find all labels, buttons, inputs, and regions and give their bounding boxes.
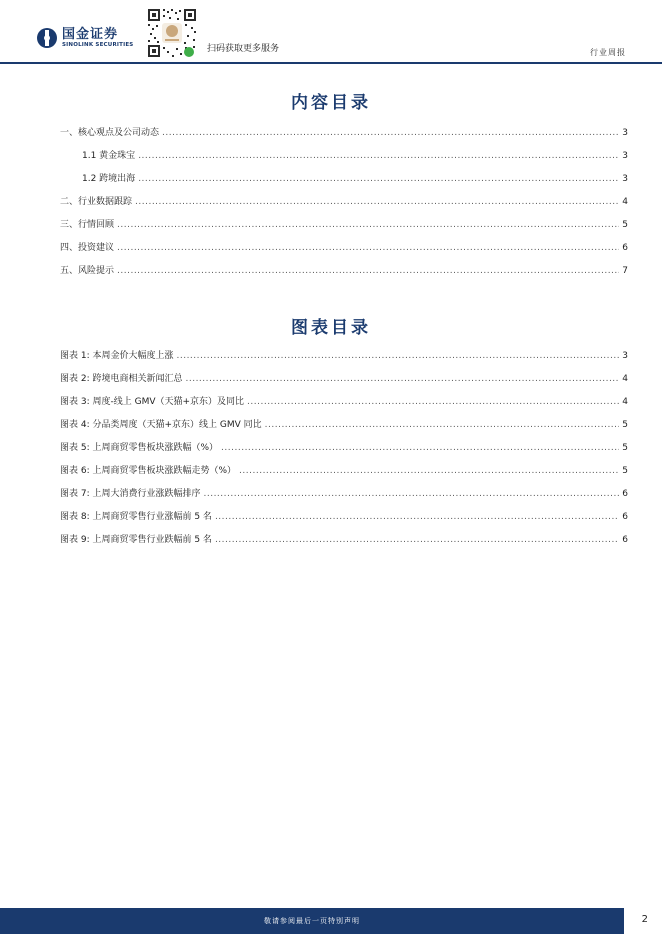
toc-leader-dots	[176, 351, 619, 361]
figure-item-label: 图表 7: 上周大消费行业涨跌幅排序	[60, 489, 201, 499]
toc-leader-dots	[185, 374, 619, 384]
figure-item-label: 图表 8: 上周商贸零售行业涨幅前 5 名	[60, 512, 212, 522]
toc-item[interactable]	[60, 217, 628, 240]
figure-item[interactable]	[60, 348, 628, 371]
figure-item-label: 图表 4: 分品类周度（天猫+京东）线上 GMV 同比	[60, 420, 262, 430]
figure-item[interactable]	[60, 463, 628, 486]
toc-item-label: 三、行情回顾	[60, 220, 115, 230]
toc-subitem[interactable]	[60, 148, 628, 171]
toc-item-page: 4	[622, 197, 628, 207]
logo-english-name: SINOLINK SECURITIES	[62, 41, 134, 48]
toc-item-page: 7	[622, 266, 628, 276]
figure-item-page: 4	[622, 374, 628, 384]
company-logo	[36, 27, 133, 49]
toc-item[interactable]	[60, 240, 628, 263]
figure-item-label: 图表 5: 上周商贸零售板块涨跌幅（%）	[60, 443, 219, 453]
toc-leader-dots	[117, 266, 619, 276]
sinolink-logo-icon	[36, 27, 58, 49]
toc-leader-dots	[215, 535, 619, 545]
figure-item-label: 图表 3: 周度-线上 GMV（天猫+京东）及同比	[60, 397, 245, 407]
toc-item-page: 6	[622, 243, 628, 253]
toc-leader-dots	[265, 420, 620, 430]
toc-item-page: 3	[622, 128, 628, 138]
toc-item-label: 1.1 黄金珠宝	[82, 151, 136, 161]
toc-item-label: 四、投资建议	[60, 243, 115, 253]
figure-item-page: 5	[622, 443, 628, 453]
toc-leader-dots	[247, 397, 619, 407]
contents-title: 内容目录	[291, 93, 371, 113]
figure-item-page: 3	[622, 351, 628, 361]
logo-chinese-name: 国金证券	[62, 26, 119, 42]
figure-item-label: 图表 9: 上周商贸零售行业跌幅前 5 名	[60, 535, 212, 545]
toc-item-label: 二、行业数据跟踪	[60, 197, 133, 207]
figures-title: 图表目录	[291, 318, 371, 338]
toc-leader-dots	[138, 174, 619, 184]
footer-disclaimer: 敬请参阅最后一页特别声明	[264, 917, 360, 925]
figure-item-page: 5	[622, 420, 628, 430]
figure-item[interactable]	[60, 440, 628, 463]
page-footer	[0, 908, 624, 934]
toc-item-label: 1.2 跨境出海	[82, 174, 136, 184]
toc-leader-dots	[117, 243, 619, 253]
figure-item[interactable]	[60, 417, 628, 440]
figure-item-page: 6	[622, 512, 628, 522]
toc-item-label: 五、风险提示	[60, 266, 115, 276]
figure-item[interactable]	[60, 371, 628, 394]
figure-item[interactable]	[60, 394, 628, 417]
figure-item-label: 图表 2: 跨境电商相关新闻汇总	[60, 374, 183, 384]
toc-leader-dots	[138, 151, 619, 161]
toc-item-page: 3	[622, 174, 628, 184]
toc-item-page: 5	[622, 220, 628, 230]
toc-leader-dots	[117, 220, 619, 230]
figure-item-label: 图表 1: 本周金价大幅度上涨	[60, 351, 174, 361]
toc-item-label: 一、核心观点及公司动态	[60, 128, 160, 138]
figure-item-page: 6	[622, 535, 628, 545]
toc-leader-dots	[203, 489, 619, 499]
qr-code-icon[interactable]	[145, 6, 199, 60]
figure-item-page: 4	[622, 397, 628, 407]
figure-item[interactable]	[60, 486, 628, 509]
toc-item[interactable]	[60, 263, 628, 286]
toc-leader-dots	[215, 512, 619, 522]
report-type-label: 行业周报	[590, 48, 626, 57]
scan-prompt-text: 扫码获取更多服务	[207, 44, 280, 54]
page-number: 2	[641, 914, 648, 925]
toc-leader-dots	[221, 443, 619, 453]
toc-leader-dots	[239, 466, 619, 476]
toc-leader-dots	[135, 197, 619, 207]
toc-item[interactable]	[60, 194, 628, 217]
figure-item-label: 图表 6: 上周商贸零售板块涨跌幅走势（%）	[60, 466, 237, 476]
toc-item-page: 3	[622, 151, 628, 161]
header-divider	[0, 62, 662, 64]
figures-list	[60, 348, 628, 555]
page-header	[0, 0, 662, 64]
figure-item[interactable]	[60, 509, 628, 532]
figure-item-page: 6	[622, 489, 628, 499]
figure-item-page: 5	[622, 466, 628, 476]
toc-subitem[interactable]	[60, 171, 628, 194]
toc-item[interactable]	[60, 125, 628, 148]
toc-leader-dots	[162, 128, 619, 138]
figure-item[interactable]	[60, 532, 628, 555]
contents-list	[60, 125, 628, 286]
